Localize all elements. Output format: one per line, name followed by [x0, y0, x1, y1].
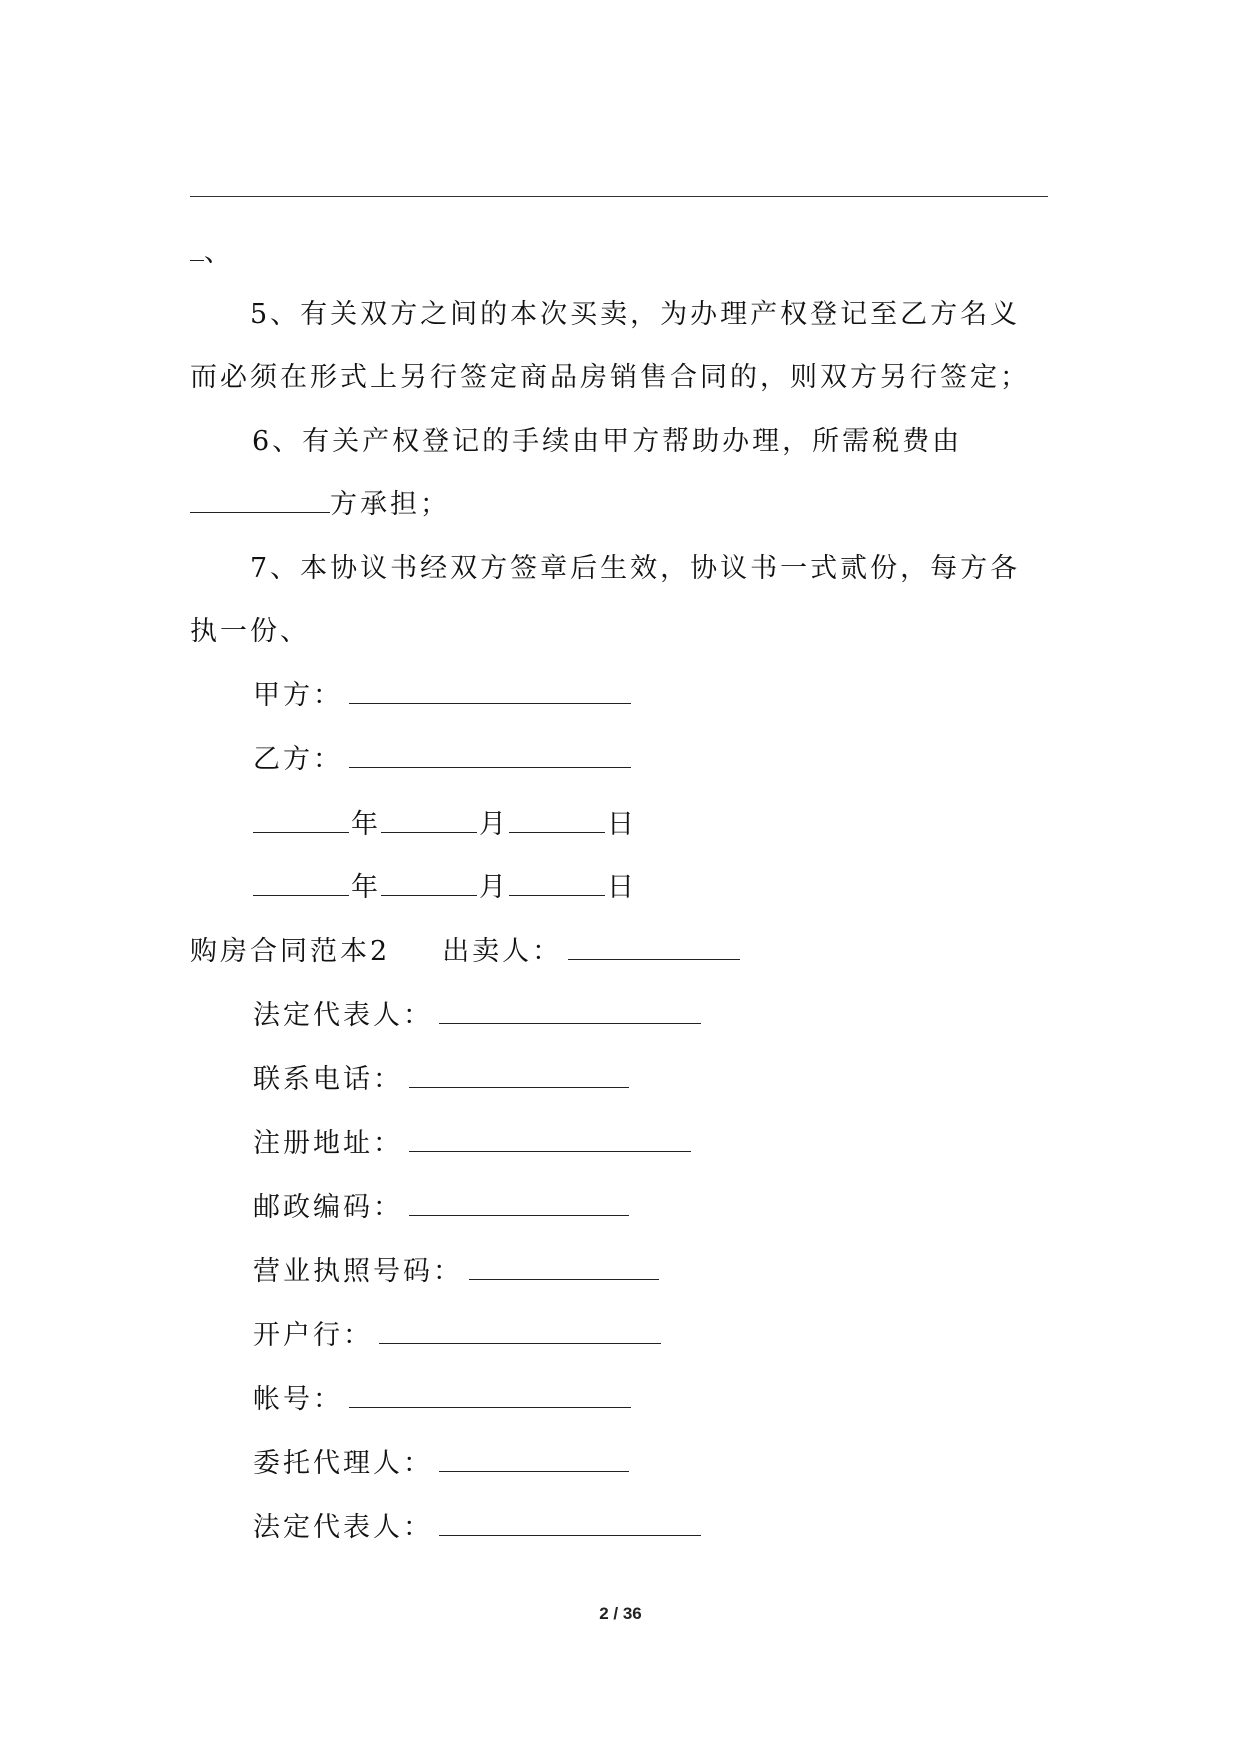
postal-code-line: 邮政编码：	[253, 1191, 629, 1225]
reg-address-line: 注册地址：	[253, 1127, 691, 1161]
party-a-blank	[349, 681, 631, 704]
date-line-1: 年 月 日	[253, 808, 637, 842]
date-line-2: 年 月 日	[253, 871, 637, 905]
phone-line: 联系电话：	[253, 1063, 629, 1097]
comma-line: 、	[190, 236, 234, 270]
seller-blank	[568, 937, 740, 960]
sample-2-heading-line	[190, 935, 740, 969]
party-b-label: 乙方：	[253, 744, 343, 775]
paragraph-7-line-2: 执一份、	[190, 616, 310, 647]
account-line: 帐号：	[253, 1383, 631, 1417]
seller-label: 出卖人：	[442, 936, 563, 967]
sample-2-title: 购房合同范本2	[190, 936, 391, 967]
party-a-line	[253, 679, 631, 713]
blank-fill-line	[190, 490, 330, 513]
paragraph-6-line-1: 6、有关产权登记的手续由甲方帮助办理，所需税费由	[252, 426, 963, 457]
legal-rep-2-line: 法定代表人：	[253, 1511, 701, 1545]
paragraph-5-line-1: 5、有关双方之间的本次买卖，为办理产权登记至乙方名义	[250, 299, 1021, 330]
blank-fill-line	[190, 196, 1048, 197]
page-number: 2 / 36	[599, 1604, 642, 1623]
paragraph-6-line-2: 方承担；	[190, 488, 450, 522]
legal-rep-line: 法定代表人：	[253, 999, 701, 1033]
paragraph-7-line-1: 7、本协议书经双方签章后生效，协议书一式贰份，每方各	[250, 553, 1021, 584]
party-a-label: 甲方：	[253, 680, 343, 711]
license-no-line: 营业执照号码：	[253, 1255, 659, 1289]
party-b-blank	[349, 745, 631, 768]
paragraph-5-line-2: 而必须在形式上另行签定商品房销售合同的，则双方另行签定；	[190, 362, 1030, 393]
party-b-line	[253, 743, 631, 777]
blank-fill-line	[190, 238, 204, 261]
bank-line: 开户行：	[253, 1319, 661, 1353]
agent-line: 委托代理人：	[253, 1447, 629, 1481]
